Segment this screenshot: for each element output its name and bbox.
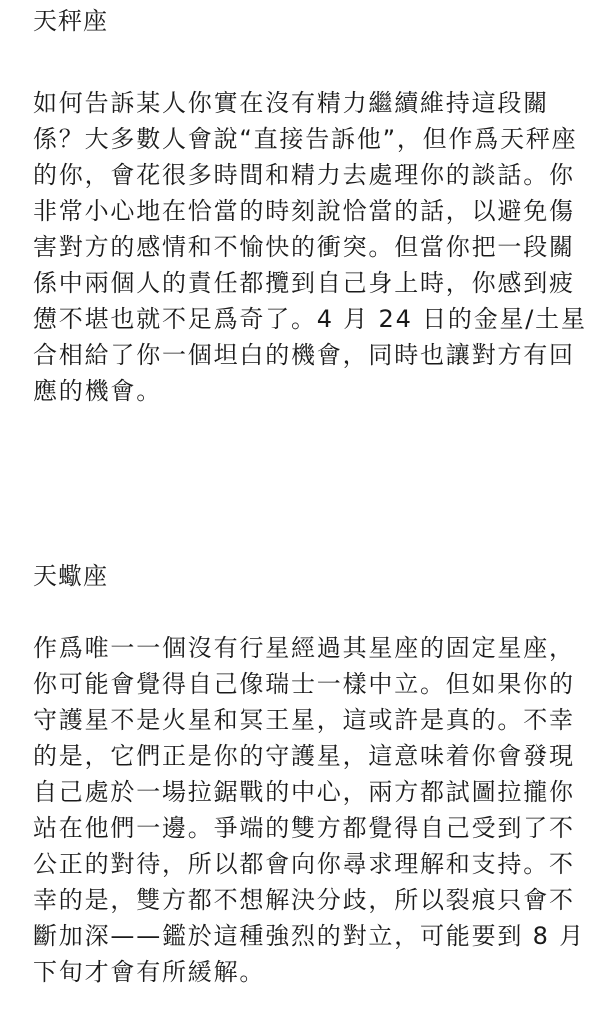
text-line: 係？大多數人會說“直接告訴他”，但作爲天秤座 [33, 125, 578, 153]
text-line: 憊不堪也就不足爲奇了。4 月 24 日的金星/土星 [33, 305, 587, 333]
text-line: 你可能會覺得自己像瑞士一樣中立。但如果你的 [33, 670, 575, 698]
text-line: 守護星不是火星和冥王星，這或許是真的。不幸 [33, 706, 575, 734]
text-line: 非常小心地在恰當的時刻說恰當的話，以避免傷 [33, 197, 575, 225]
text-line: 如何告訴某人你實在沒有精力繼續維持這段關 [33, 89, 549, 117]
text-line: 幸的是，雙方都不想解決分歧，所以裂痕只會不 [33, 886, 575, 914]
text-line: 應的機會。 [33, 377, 162, 405]
text-line: 自己處於一場拉鋸戰的中心，兩方都試圖拉攏你 [33, 778, 575, 806]
text-line: 合相給了你一個坦白的機會，同時也讓對方有回 [33, 341, 575, 369]
text-line: 係中兩個人的責任都攬到自己身上時，你感到疲 [33, 269, 575, 297]
text-line: 的是，它們正是你的守護星，這意味着你會發現 [33, 742, 575, 770]
paragraph-scorpio [33, 630, 593, 990]
text-line: 斷加深——鑑於這種強烈的對立，可能要到 8 月 [33, 922, 585, 950]
text-line: 害對方的感情和不愉快的衝突。但當你把一段關 [33, 233, 575, 261]
text-line: 公正的對待，所以都會向你尋求理解和支持。不 [33, 850, 575, 878]
section-title-libra: 天秤座 [33, 7, 108, 35]
text-line: 的你，會花很多時間和精力去處理你的談話。你 [33, 161, 575, 189]
text-line: 作爲唯一一個沒有行星經過其星座的固定星座， [33, 634, 575, 662]
section-title-scorpio: 天蠍座 [33, 562, 108, 590]
text-line: 下旬才會有所緩解。 [33, 958, 266, 986]
text-line: 站在他們一邊。爭端的雙方都覺得自己受到了不 [33, 814, 575, 842]
paragraph-libra [33, 85, 593, 409]
